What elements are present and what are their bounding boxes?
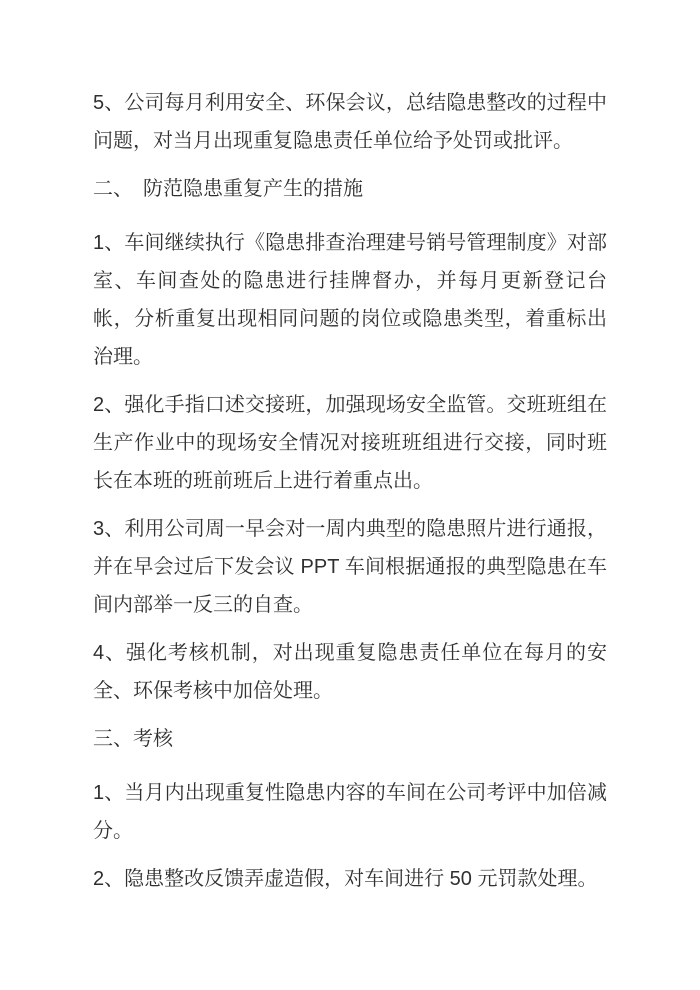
- paragraph: 2、强化手指口述交接班，加强现场安全监管。交班班组在生产作业中的现场安全情况对接班班组进行交接，同时班长在本班的班前班后上进行着重点出。: [93, 394, 607, 492]
- section-heading: 二、 防范隐患重复产生的措施: [93, 178, 363, 200]
- paragraph: 3、利用公司周一早会对一周内典型的隐患照片进行通报，并在早会过后下发会议 PPT 车间根据通报的典型隐患在车间内部举一反三的自查。: [93, 518, 607, 616]
- paragraph: 2、隐患整改反馈弄虚造假，对车间进行 50 元罚款处理。: [93, 868, 598, 890]
- section-heading: 三、考核: [93, 728, 173, 750]
- paragraph: 4、强化考核机制，对出现重复隐患责任单位在每月的安全、环保考核中加倍处理。: [93, 642, 607, 702]
- paragraph: 1、车间继续执行《隐患排查治理建号销号管理制度》对部室、车间查处的隐患进行挂牌督办，并每月更新登记台帐，分析重复出现相同问题的岗位或隐患类型，着重标出治理。: [93, 232, 607, 368]
- paragraph: 1、当月内出现重复性隐患内容的车间在公司考评中加倍减分。: [93, 782, 607, 842]
- paragraph: 5、公司每月利用安全、环保会议，总结隐患整改的过程中问题，对当月出现重复隐患责任单位给予处罚或批评。: [93, 92, 607, 152]
